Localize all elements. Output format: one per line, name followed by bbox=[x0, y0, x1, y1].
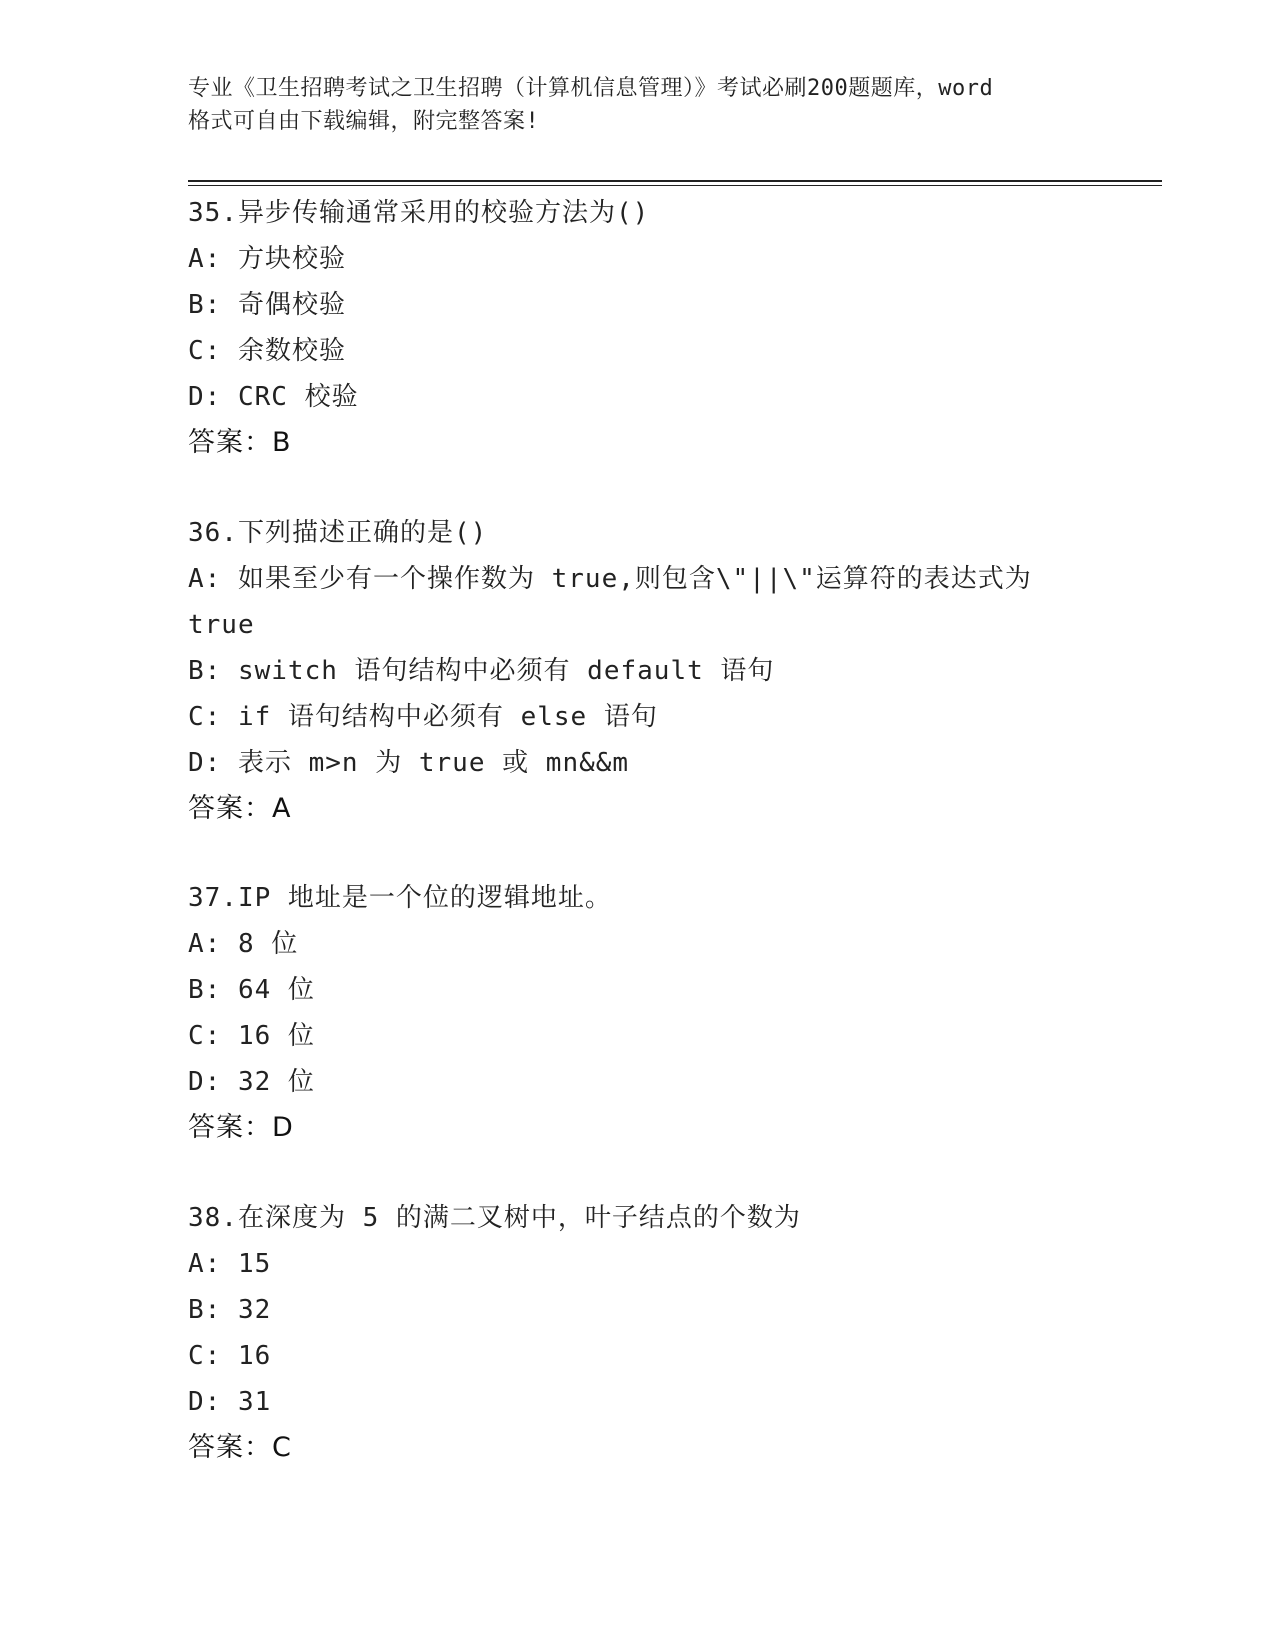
option-b: B: switch 语句结构中必须有 default 语句 bbox=[188, 656, 775, 686]
option-b: B: 奇偶校验 bbox=[188, 290, 346, 320]
option-a: A: 8 位 bbox=[188, 929, 299, 959]
question-stem: 37.IP 地址是一个位的逻辑地址。 bbox=[188, 883, 612, 913]
option-d: D: 31 bbox=[188, 1387, 272, 1417]
option-c: C: 16 bbox=[188, 1341, 272, 1371]
question-38 bbox=[188, 1195, 1162, 1471]
option-a: A: 如果至少有一个操作数为 true,则包含\"||\"运算符的表达式为 bbox=[188, 564, 1032, 594]
question-35 bbox=[188, 190, 1162, 466]
option-a: A: 15 bbox=[188, 1249, 272, 1279]
option-c: C: if 语句结构中必须有 else 语句 bbox=[188, 702, 658, 732]
header-line-1: 专业《卫生招聘考试之卫生招聘（计算机信息管理）》考试必刷200题题库，word bbox=[188, 76, 994, 101]
document-header bbox=[188, 72, 1088, 138]
answer-label: 答案：A bbox=[188, 793, 292, 824]
header-divider-thin bbox=[188, 185, 1162, 186]
question-stem: 36.下列描述正确的是() bbox=[188, 518, 488, 548]
answer-label: 答案：D bbox=[188, 1112, 294, 1143]
option-b: B: 32 bbox=[188, 1295, 272, 1325]
option-a-continued: true bbox=[188, 610, 255, 640]
question-stem: 35.异步传输通常采用的校验方法为() bbox=[188, 198, 650, 228]
answer-label: 答案：C bbox=[188, 1432, 292, 1463]
option-d: D: CRC 校验 bbox=[188, 382, 359, 412]
option-c: C: 余数校验 bbox=[188, 336, 346, 366]
question-37 bbox=[188, 875, 1162, 1151]
option-d: D: 32 位 bbox=[188, 1067, 315, 1097]
option-a: A: 方块校验 bbox=[188, 244, 346, 274]
header-line-2: 格式可自由下载编辑，附完整答案! bbox=[188, 109, 540, 134]
option-b: B: 64 位 bbox=[188, 975, 315, 1005]
header-divider-thick bbox=[188, 180, 1162, 182]
question-stem: 38.在深度为 5 的满二叉树中，叶子结点的个数为 bbox=[188, 1203, 801, 1233]
option-d: D: 表示 m>n 为 true 或 mn&&m bbox=[188, 748, 630, 778]
option-c: C: 16 位 bbox=[188, 1021, 315, 1051]
answer-label: 答案：B bbox=[188, 427, 292, 458]
question-36 bbox=[188, 510, 1162, 832]
